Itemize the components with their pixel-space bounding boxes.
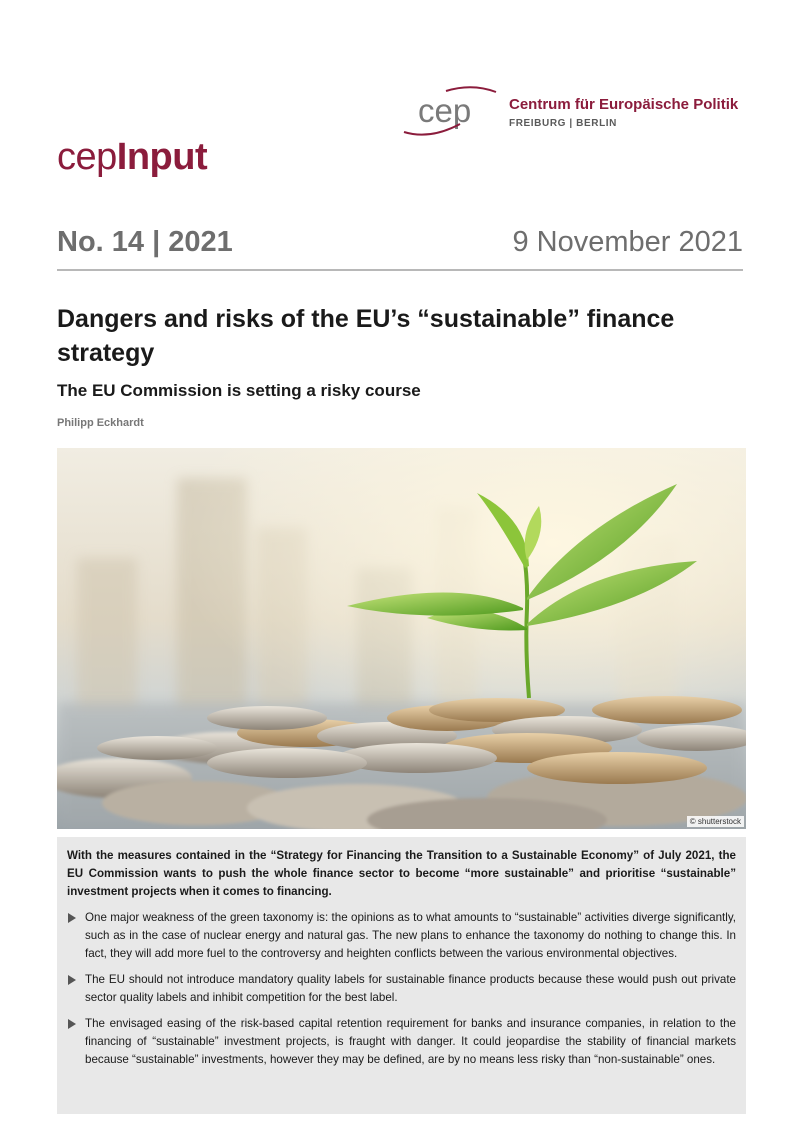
header-divider bbox=[57, 269, 743, 271]
logo-mark-text: cep bbox=[418, 92, 472, 129]
brand-prefix: cep bbox=[57, 136, 117, 178]
plant-on-coins-image bbox=[57, 448, 746, 829]
publication-date: 9 November 2021 bbox=[512, 226, 743, 258]
summary-bullets bbox=[67, 909, 736, 1069]
image-credit: © shutterstock bbox=[687, 816, 744, 827]
cep-logo-mark bbox=[402, 84, 502, 140]
issue-number: No. 14 | 2021 bbox=[57, 226, 233, 258]
list-item bbox=[67, 1015, 736, 1069]
list-item bbox=[67, 971, 736, 1007]
bullet-text: One major weakness of the green taxonomy is: the opinions as to what amounts to “sustainable” activities diverge significantly, such as in the case of nuclear energy and natural gas. The new plans to enhance the taxonomy do nothing to change this. In fact, they will add more fuel to the controversy and heighten conflicts between the various environmental objectives. bbox=[85, 911, 736, 960]
page-subtitle: The EU Commission is setting a risky course bbox=[57, 381, 421, 400]
cover-image bbox=[57, 448, 746, 829]
triangle-bullet-icon bbox=[68, 1019, 76, 1029]
brand-suffix: Input bbox=[116, 136, 208, 178]
summary-box bbox=[57, 837, 746, 1114]
page-title: Dangers and risks of the EU’s “sustainable” finance strategy bbox=[57, 305, 675, 367]
publication-brand bbox=[57, 136, 207, 179]
triangle-bullet-icon bbox=[68, 975, 76, 985]
triangle-bullet-icon bbox=[68, 913, 76, 923]
summary-intro: With the measures contained in the “Strategy for Financing the Transition to a Sustainable Economy” of July 2021, the EU Commission wants to push the whole finance sector to become “more sustainable” and prioritise “sustainable” investment projects when it comes to financing. bbox=[67, 849, 736, 898]
author-name: Philipp Eckhardt bbox=[57, 417, 144, 429]
list-item bbox=[67, 909, 736, 963]
bullet-text: The envisaged easing of the risk-based capital retention requirement for banks and insurance companies, in relation to the financing of “sustainable” investment projects, is fraught with danger. It could jeopardise the stability of financial markets because “sustainable” investments, however they may be defined, are by no means less risky than “non-sustainable” ones. bbox=[85, 1017, 736, 1066]
org-name: Centrum für Europäische Politik bbox=[509, 96, 739, 113]
cep-logo bbox=[402, 84, 747, 144]
org-cities: FREIBURG | BERLIN bbox=[509, 118, 617, 129]
bullet-text: The EU should not introduce mandatory quality labels for sustainable finance products because these would push out private sector quality labels and inhibit competition for the best label. bbox=[85, 973, 736, 1004]
